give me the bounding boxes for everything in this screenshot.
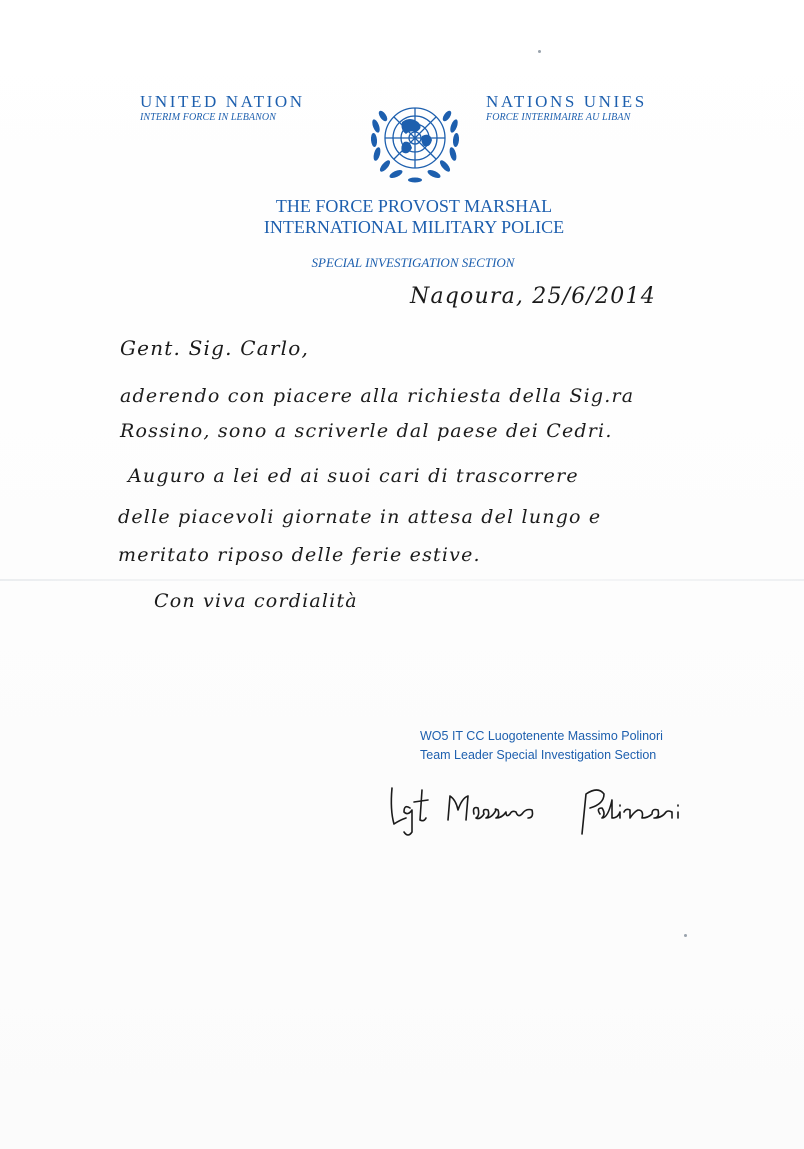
office-block: [0, 196, 804, 271]
signatory-role: Team Leader Special Investigation Section: [420, 748, 657, 762]
section-name: SPECIAL INVESTIGATION SECTION: [311, 255, 515, 270]
letterhead-left-title: UNITED NATION: [140, 92, 305, 111]
letter-body-line: Rossino, sono a scriverle dal paese dei Cedri.: [120, 420, 613, 442]
letter-body-line: aderendo con piacere alla richiesta della Sig.ra: [120, 385, 635, 407]
letter-closing: Con viva cordialità: [154, 590, 358, 612]
letterhead-right: [486, 92, 647, 124]
letter-salutation: Gent. Sig. Carlo,: [120, 336, 310, 360]
paper-speck: [538, 50, 541, 53]
signatory-block: [420, 727, 663, 765]
letterhead-right-title: NATIONS UNIES: [486, 92, 647, 111]
office-title: THE FORCE PROVOST MARSHAL: [275, 196, 553, 216]
office-subtitle: INTERNATIONAL MILITARY POLICE: [263, 217, 565, 237]
letter-date: Naqoura, 25/6/2014: [410, 284, 656, 309]
letterhead-left: [140, 92, 305, 124]
signatory-rank-name: WO5 IT CC Luogotenente Massimo Polinori: [420, 729, 663, 743]
letterhead-right-subtitle: FORCE INTERIMAIRE AU LIBAN: [486, 112, 631, 123]
letter-body-line: delle piacevoli giornate in attesa del lungo e: [118, 506, 602, 528]
letter-body-line: meritato riposo delle ferie estive.: [118, 544, 481, 566]
letterhead-left-subtitle: INTERIM FORCE IN LEBANON: [140, 112, 277, 123]
un-emblem-icon: [366, 96, 464, 184]
handwritten-signature: [382, 780, 702, 840]
letter-body-line: Auguro a lei ed ai suoi cari di trascorrere: [128, 465, 579, 487]
paper-fold: [0, 579, 804, 581]
paper-speck: [684, 934, 687, 937]
